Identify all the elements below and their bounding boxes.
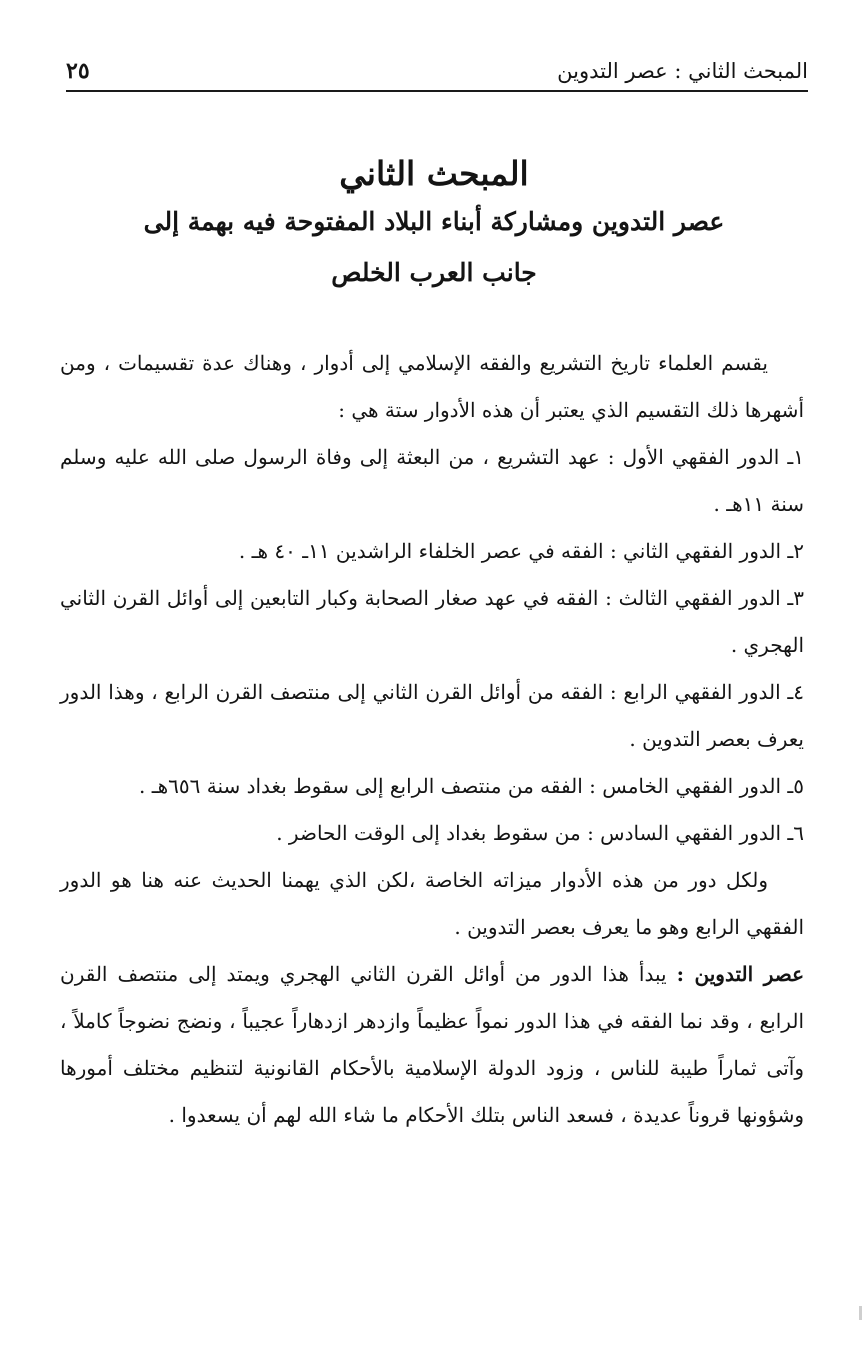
era-text: يبدأ هذا الدور من أوائل القرن الثاني الهجري ويمتد إلى منتصف القرن الرابع ، وقد نما الفقه في هذا الدور نمواً عظيماً وازدهر ازدهاراً عجيباً ، ونضج نضوجاً كاملاً ، وآتى ثماراً طيبة للناس ، وزود الدولة الإسلامية بالأحكام القانونية لتنظيم مختلف أمورها وشؤونها قروناً عديدة ، فسعد الناس بتلك الأحكام ما شاء الله لهم أن يسعدوا . — [60, 962, 804, 1127]
period-item-2: ٢ـ الدور الفقهي الثاني : الفقه في عصر الخلفاء الراشدين ١١ـ ٤٠ هـ . — [238, 539, 804, 563]
scan-edge-mark — [859, 1306, 862, 1320]
running-title: المبحث الثاني : عصر التدوين — [557, 59, 808, 83]
page-number: ٢٥ — [66, 58, 90, 84]
section-subtitle-line-2: جانب العرب الخلص — [331, 258, 537, 287]
period-item-1: ١ـ الدور الفقهي الأول : عهد التشريع ، من البعثة إلى وفاة الرسول صلى الله عليه وسلم سنة ١١هـ . — [60, 445, 804, 516]
period-item-6: ٦ـ الدور الفقهي السادس : من سقوط بغداد إلى الوقت الحاضر . — [276, 821, 804, 845]
era-paragraph — [60, 951, 804, 1139]
period-item-5: ٥ـ الدور الفقهي الخامس : الفقه من منتصف الرابع إلى سقوط بغداد سنة ٦٥٦هـ . — [139, 774, 804, 798]
intro-paragraph: يقسم العلماء تاريخ التشريع والفقه الإسلامي إلى أدوار ، وهناك عدة تقسيمات ، ومن أشهرها ذلك التقسيم الذي يعتبر أن هذه الأدوار ستة هي : — [60, 351, 804, 422]
chapter-heading: المبحث الثاني — [339, 154, 529, 193]
running-header — [66, 50, 808, 92]
period-item-3: ٣ـ الدور الفقهي الثالث : الفقه في عهد صغار الصحابة وكبار التابعين إلى أوائل القرن الثاني الهجري . — [60, 586, 804, 657]
era-label: عصر التدوين : — [676, 962, 805, 986]
remark-paragraph: ولكل دور من هذه الأدوار ميزاته الخاصة ،لكن الذي يهمنا الحديث عنه هنا هو الدور الفقهي الرابع وهو ما يعرف بعصر التدوين . — [60, 868, 804, 939]
section-subtitle-line-1: عصر التدوين ومشاركة أبناء البلاد المفتوحة فيه بهمة إلى — [143, 207, 725, 236]
body-text — [60, 340, 804, 1139]
period-item-4: ٤ـ الدور الفقهي الرابع : الفقه من أوائل القرن الثاني إلى منتصف القرن الرابع ، وهذا الدور يعرف بعصر التدوين . — [60, 680, 804, 751]
